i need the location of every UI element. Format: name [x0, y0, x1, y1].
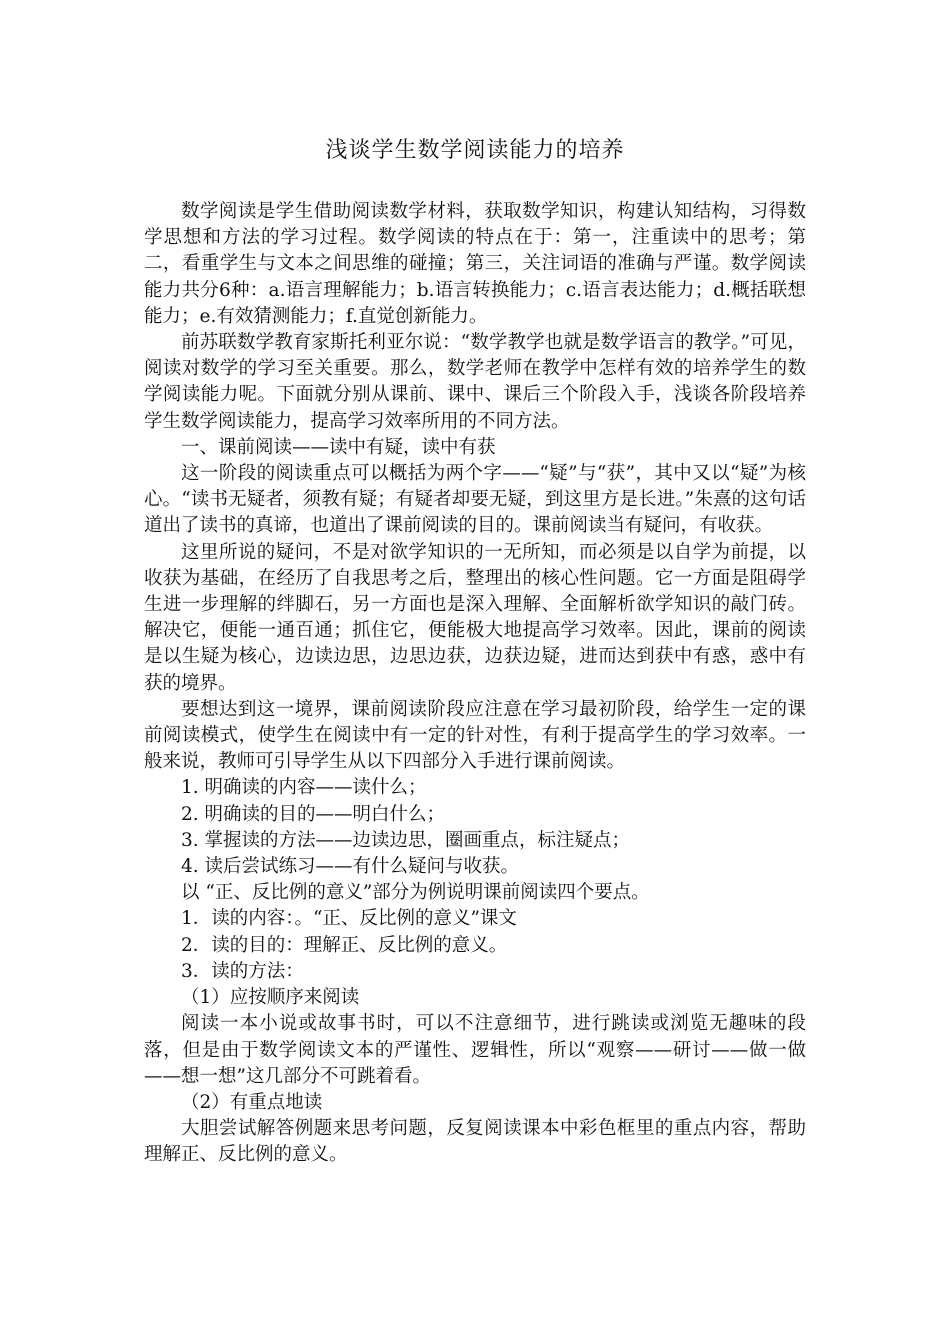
list-item: 2．读的目的：理解正、反比例的意义。	[181, 934, 508, 956]
paragraph: 这里所说的疑问，不是对欲学知识的一无所知，而必须是以自学为前提，以收获为基础，在经历了自我思考之后，整理出的核心性问题。它一方面是阻碍学生进一步理解的绊脚石，另一方面也是深入理解、全面解析欲学知识的敲门砖。解决它，便能一通百通；抓住它，便能极大地提高学习效率。因此，课前的阅读是以生疑为核心，边读边思，边思边获，边获边疑，进而达到获中有惑，惑中有获的境界。	[144, 541, 806, 694]
sub-heading: （2）有重点地读	[181, 1091, 323, 1113]
list-item: 3. 掌握读的方法——边读边思，圈画重点，标注疑点；	[181, 829, 631, 851]
list-item: 1．读的内容：。“正、反比例的意义”课文	[181, 908, 517, 930]
document-title: 浅谈学生数学阅读能力的培养	[325, 138, 625, 163]
list-item: 2. 明确读的目的——明白什么；	[181, 803, 446, 825]
paragraph: 数学阅读是学生借助阅读数学材料，获取数学知识，构建认知结构，习得数学思想和方法的学习过程。数学阅读的特点在于：第一，注重读中的思考；第二，看重学生与文本之间思维的碰撞；第三，关注词语的准确与严谨。数学阅读能力共分6种：a.语言理解能力；b.语言转换能力；c.语言表达能力；d.概括联想能力；e.有效猜测能力；f.直觉创新能力。	[144, 201, 806, 327]
list-item: 3．读的方法：	[181, 960, 304, 982]
section-heading: 一、课前阅读——读中有疑，读中有获	[181, 436, 496, 458]
paragraph: 前苏联数学教育家斯托利亚尔说：“数学教学也就是数学语言的教学。”可见，阅读对数学的学习至关重要。那么，数学老师在教学中怎样有效的培养学生的数学阅读能力呢。下面就分别从课前、课中、课后三个阶段入手，浅谈各阶段培养学生数学阅读能力，提高学习效率所用的不同方法。	[144, 332, 806, 432]
document-body	[144, 199, 806, 1169]
paragraph: 这一阶段的阅读重点可以概括为两个字——“疑”与“获”，其中又以“疑”为核心。“读书无疑者，须教有疑；有疑者却要无疑，到这里方是长进。”朱熹的这句话道出了读书的真谛，也道出了课前阅读的目的。课前阅读当有疑问，有收获。	[144, 463, 806, 537]
paragraph: 阅读一本小说或故事书时，可以不注意细节，进行跳读或浏览无趣味的段落，但是由于数学阅读文本的严谨性、逻辑性，所以“观察——研讨——做一做——想一想”这几部分不可跳着看。	[144, 1013, 806, 1087]
list-item: 4. 读后尝试练习——有什么疑问与收获。	[181, 856, 520, 878]
paragraph: 要想达到这一境界，课前阅读阶段应注意在学习最初阶段，给学生一定的课前阅读模式，使学生在阅读中有一定的针对性，有利于提高学生的学习效率。一般来说，教师可引导学生从以下四部分入手进行课前阅读。	[144, 698, 806, 773]
paragraph: 大胆尝试解答例题来思考问题，反复阅读课本中彩色框里的重点内容，帮助理解正、反比例的意义。	[144, 1118, 806, 1166]
paragraph: 以 “正、反比例的意义”部分为例说明课前阅读四个要点。	[181, 882, 650, 904]
list-item: 1. 明确读的内容——读什么；	[181, 777, 427, 799]
sub-heading: （1）应按顺序来阅读	[181, 987, 360, 1009]
